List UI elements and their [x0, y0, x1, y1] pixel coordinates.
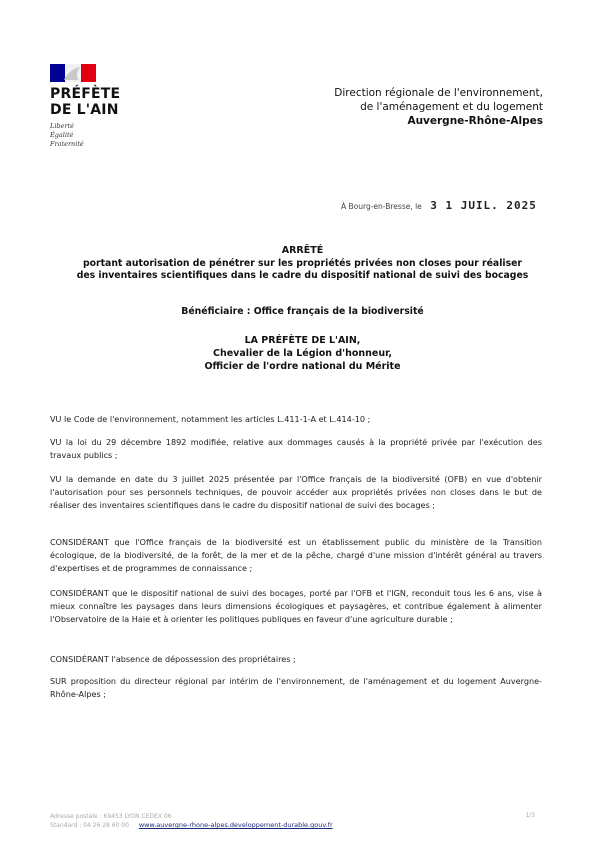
paragraph-considerant-absence: CONSIDÉRANT l'absence de dépossession des propriétaires ;: [50, 654, 296, 664]
footer: [50, 812, 333, 830]
footer-address: Adresse postale : 69453 LYON CEDEX 06: [50, 813, 172, 820]
footer-contact-line: [50, 821, 333, 830]
document-title: ARRÊTÉ: [281, 245, 324, 256]
authority-block: [40, 334, 565, 373]
prefecture-logo: [50, 64, 140, 149]
prefecture-line-1: PRÉFÈTE: [50, 86, 121, 102]
paragraph-vu-demande: VU la demande en date du 3 juillet 2025 présentée par l'Office français de la biodiversité (OFB) en vue d'obtenir l'autorisation pour ses personnels techniques, de pouvoir accéder aux propriétés privées non closes dans le but de réaliser des inventaires scientifiques dans le cadre du dispositif national de suivi des bocages ;: [50, 474, 542, 510]
paragraph-considerant-ofb: CONSIDÉRANT que l'Office français de la biodiversité est un établissement public du ministère de la Transition écologique, de la biodiversité, de la forêt, de la mer et de la pêche, chargé d'une mission d'intérêt général au travers d'expertises et de programmes de connaissance ;: [50, 537, 542, 573]
direction-line-1: Direction régionale de l'environnement,: [334, 87, 543, 99]
motto: [50, 122, 140, 149]
footer-website-link[interactable]: www.auvergne-rhone-alpes.developpement-durable.gouv.fr: [138, 821, 333, 829]
paragraph-sur-proposition: SUR proposition du directeur régional par intérim de l'environnement, de l'aménagement et du logement Auvergne-Rhône-Alpes ;: [50, 676, 542, 699]
dateline-place: À Bourg-en-Bresse, le: [341, 202, 422, 211]
marianne-icon: [50, 64, 96, 82]
motto-fraternite: Fraternité: [50, 140, 84, 148]
dateline: [341, 199, 537, 212]
paragraph-vu-loi: VU la loi du 29 décembre 1892 modifiée, relative aux dommages causés à la propriété privée par l'exécution des travaux publics ;: [50, 437, 542, 460]
subtitle-line-2: des inventaires scientifiques dans le cadre du dispositif national de suivi des bocages: [76, 270, 529, 281]
date-stamp: 3 1 JUIL. 2025: [430, 199, 537, 212]
document-subtitle: [40, 258, 565, 282]
direction-line-2: de l'aménagement et du logement: [360, 101, 543, 113]
paragraph-considerant-dispositif: CONSIDÉRANT que le dispositif national de suivi des bocages, porté par l'OFB et l'IGN, reconduit tous les 6 ans, vise à mieux connaître les paysages dans leurs dimensions écologiques et paysagères, et contribue également à alimenter l'Observatoire de la Haie et à orienter les politiques publiques en faveur d'une agriculture durable ;: [50, 588, 542, 624]
page-number: 1/3: [525, 812, 535, 819]
footer-phone: Standard : 04 26 28 60 00: [50, 822, 129, 829]
paragraph-vu-code: VU le Code de l'environnement, notamment les articles L.411-1-A et L.414-10 ;: [50, 414, 371, 424]
authority-line-1: LA PRÉFÈTE DE L'AIN,: [244, 335, 361, 346]
authority-line-3: Officier de l'ordre national du Mérite: [204, 361, 401, 372]
prefecture-line-2: DE L'AIN: [50, 102, 119, 118]
subtitle-line-1: portant autorisation de pénétrer sur les propriétés privées non closes pour réaliser: [82, 258, 523, 269]
beneficiary: Bénéficiaire : Office français de la biodiversité: [181, 306, 424, 317]
authority-line-2: Chevalier de la Légion d'honneur,: [212, 348, 393, 359]
prefecture-name: [50, 86, 140, 118]
motto-liberte: Liberté: [50, 122, 74, 130]
direction-block: [334, 86, 543, 128]
motto-egalite: Égalité: [50, 131, 74, 139]
direction-line-3: Auvergne-Rhône-Alpes: [407, 115, 543, 127]
